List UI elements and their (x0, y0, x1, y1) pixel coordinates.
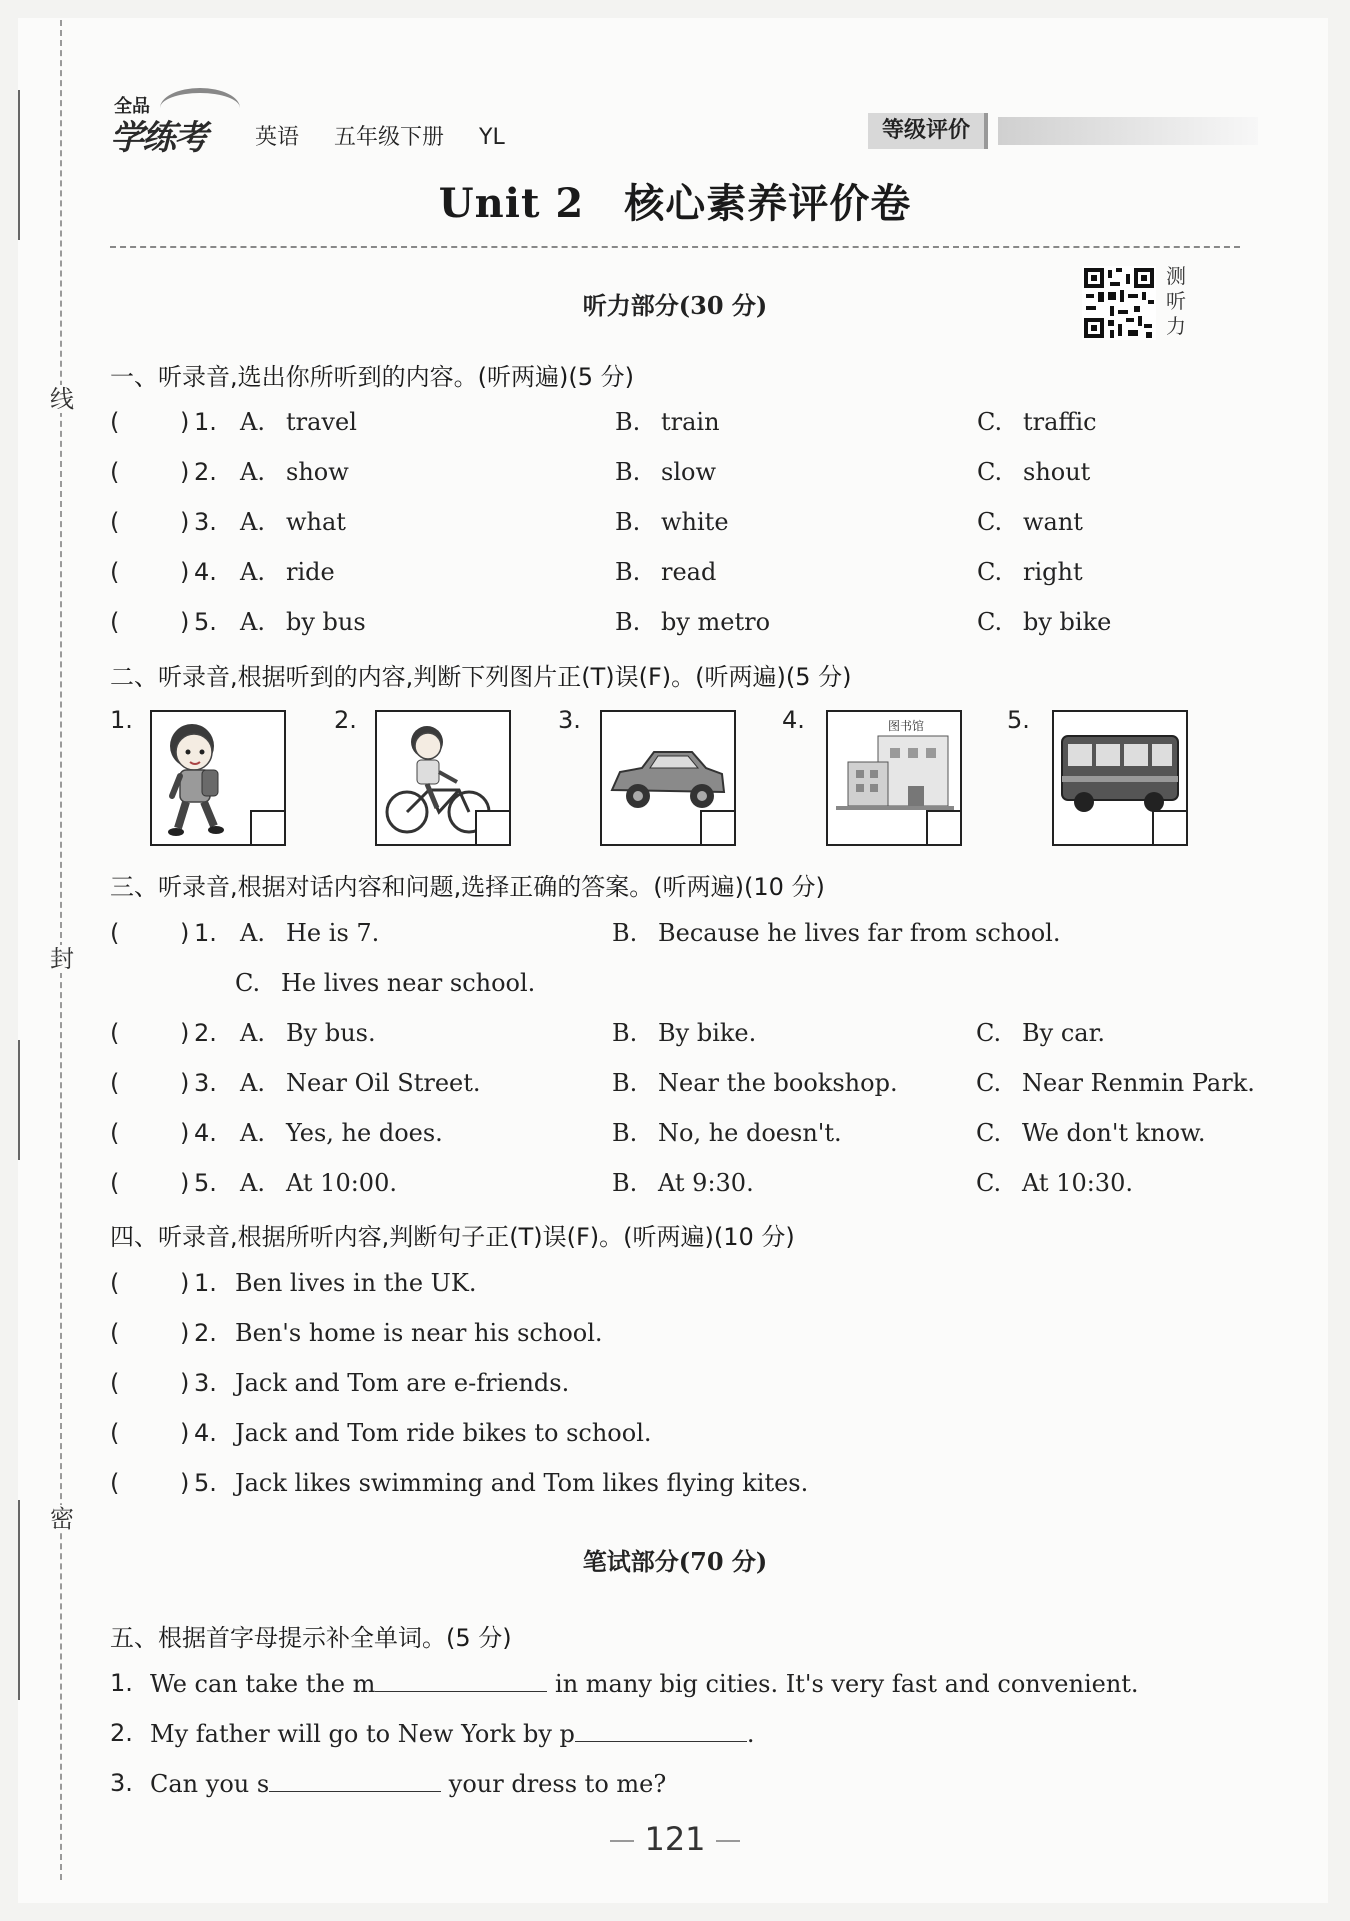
answer-paren-close: ) (180, 608, 190, 636)
option-b: B. By bike. (612, 1019, 757, 1047)
answer-paren-open[interactable]: ( (110, 508, 120, 536)
item-number: 3. (110, 1769, 133, 1797)
brand-logo (110, 88, 235, 158)
answer-paren-close: ) (180, 1269, 190, 1297)
picture-number: 3. (558, 706, 581, 734)
option-a: A. By bus. (240, 1019, 376, 1047)
option-c: C. traffic (977, 408, 1097, 436)
option-c: C. By car. (976, 1019, 1106, 1047)
answer-paren-open[interactable]: ( (110, 1069, 120, 1097)
option-b: B. by metro (615, 608, 771, 636)
statement-text: Jack and Tom are e-friends. (235, 1369, 570, 1397)
page-number (0, 1820, 1350, 1858)
evaluation-tab (868, 113, 1258, 151)
answer-paren-open[interactable]: ( (110, 1169, 120, 1197)
paper-name: 核心素养评价卷 (624, 180, 912, 227)
option-b: B. Near the bookshop. (612, 1069, 898, 1097)
option-c: C. want (977, 508, 1083, 536)
part3-item (110, 1066, 1255, 1100)
option-c: C. He lives near school. (235, 969, 536, 997)
part5-item (110, 1716, 1250, 1750)
item-number: 2. (194, 458, 217, 486)
item-number: 1. (110, 1669, 133, 1697)
library-sign: 图书馆 (888, 719, 925, 733)
answer-paren-close: ) (180, 408, 190, 436)
answer-paren-close: ) (180, 1469, 190, 1497)
picture-walking-boy (150, 710, 286, 846)
item-number: 3. (194, 1369, 217, 1397)
page-title (0, 172, 1350, 229)
side-label-line: 线 (50, 385, 74, 413)
answer-paren-close: ) (180, 558, 190, 586)
answer-paren-open[interactable]: ( (110, 408, 120, 436)
item-number: 1. (194, 408, 217, 436)
part1-item (110, 555, 1250, 589)
header-separator (110, 246, 1240, 248)
item-number: 2. (194, 1019, 217, 1047)
item-number: 5. (194, 1469, 217, 1497)
item-number: 3. (194, 508, 217, 536)
answer-box[interactable] (926, 810, 962, 846)
answer-paren-close: ) (180, 1019, 190, 1047)
option-b: B. read (615, 558, 717, 586)
listening-section-heading: 听力部分(30 分) (582, 291, 768, 320)
part1-item (110, 605, 1250, 639)
option-a: A. At 10:00. (240, 1169, 397, 1197)
answer-paren-close: ) (180, 1119, 190, 1147)
part2-heading: 二、听录音,根据听到的内容,判断下列图片正(T)误(F)。(听两遍)(5 分) (110, 663, 852, 691)
part4-item (110, 1366, 1250, 1400)
part4-heading: 四、听录音,根据所听内容,判断句子正(T)误(F)。(听两遍)(10 分) (110, 1223, 795, 1251)
answer-paren-close: ) (180, 1069, 190, 1097)
qr-caption-char: 听 (1166, 289, 1186, 313)
part3-item-continued (110, 966, 1250, 1000)
qr-caption (1166, 264, 1190, 339)
picture-number: 1. (110, 706, 133, 734)
option-a: A. Near Oil Street. (240, 1069, 481, 1097)
grade-label: 五年级下册 (334, 125, 445, 150)
answer-box[interactable] (250, 810, 286, 846)
item-number: 2. (194, 1319, 217, 1347)
picture-number: 4. (782, 706, 805, 734)
answer-box[interactable] (700, 810, 736, 846)
fill-blank[interactable] (575, 1716, 747, 1742)
qr-code-icon[interactable] (1082, 266, 1156, 340)
answer-paren-open[interactable]: ( (110, 558, 120, 586)
part4-item (110, 1316, 1250, 1350)
option-a: A. Yes, he does. (240, 1119, 443, 1147)
fill-sentence: We can take the m in many big cities. It's very fast and convenient. (150, 1666, 1139, 1701)
option-a: A. travel (240, 408, 357, 436)
answer-paren-open[interactable]: ( (110, 1419, 120, 1447)
part5-item (110, 1766, 1250, 1800)
part3-item (110, 916, 1250, 950)
part1-item (110, 505, 1250, 539)
option-c: C. shout (977, 458, 1091, 486)
item-number: 5. (194, 608, 217, 636)
option-b: B. train (615, 408, 720, 436)
book-meta (255, 120, 533, 151)
answer-paren-open[interactable]: ( (110, 458, 120, 486)
subject-label: 英语 (255, 125, 300, 150)
picture-boy-on-bike (375, 710, 511, 846)
answer-paren-close: ) (180, 1319, 190, 1347)
item-number: 1. (194, 919, 217, 947)
part1-item (110, 405, 1250, 439)
fill-sentence: My father will go to New York by p . (150, 1716, 755, 1751)
answer-paren-open[interactable]: ( (110, 1319, 120, 1347)
fill-blank[interactable] (269, 1766, 441, 1792)
statement-text: Ben lives in the UK. (235, 1269, 477, 1297)
answer-paren-close: ) (180, 1169, 190, 1197)
page-header (110, 88, 1240, 168)
tab-fade-bar (998, 117, 1258, 145)
part5-heading: 五、根据首字母提示补全单词。(5 分) (110, 1624, 512, 1652)
answer-paren-open[interactable]: ( (110, 1469, 120, 1497)
item-number: 5. (194, 1169, 217, 1197)
qr-caption-char: 测 (1166, 264, 1186, 288)
answer-paren-open[interactable]: ( (110, 608, 120, 636)
answer-paren-close: ) (180, 919, 190, 947)
statement-text: Jack likes swimming and Tom likes flying kites. (235, 1469, 809, 1497)
answer-paren-open[interactable]: ( (110, 1269, 120, 1297)
part1-heading: 一、听录音,选出你所听到的内容。(听两遍)(5 分) (110, 363, 634, 391)
side-label-seal: 封 (50, 945, 74, 973)
fill-sentence: Can you s your dress to me? (150, 1766, 666, 1801)
side-label-bind: 密 (50, 1505, 74, 1533)
item-number: 3. (194, 1069, 217, 1097)
option-b: B. At 9:30. (612, 1169, 754, 1197)
part5-item (110, 1666, 1250, 1700)
answer-paren-open[interactable]: ( (110, 1019, 120, 1047)
unit-label: Unit 2 (438, 180, 585, 227)
statement-text: Jack and Tom ride bikes to school. (235, 1419, 652, 1447)
item-number: 1. (194, 1269, 217, 1297)
option-c: C. We don't know. (976, 1119, 1206, 1147)
answer-paren-open[interactable]: ( (110, 1119, 120, 1147)
answer-paren-open[interactable]: ( (110, 1369, 120, 1397)
item-number: 2. (110, 1719, 133, 1747)
part3-item (110, 1116, 1250, 1150)
item-number: 4. (194, 558, 217, 586)
option-a: A. what (240, 508, 346, 536)
option-a: A. He is 7. (240, 919, 380, 947)
part3-item (110, 1016, 1250, 1050)
answer-paren-close: ) (180, 1369, 190, 1397)
statement-text: Ben's home is near his school. (235, 1319, 603, 1347)
written-section-heading: 笔试部分(70 分) (582, 1547, 768, 1576)
picture-library (826, 710, 962, 846)
part3-heading: 三、听录音,根据对话内容和问题,选择正确的答案。(听两遍)(10 分) (110, 873, 825, 901)
option-a: A. show (240, 458, 349, 486)
part1-item (110, 455, 1250, 489)
picture-number: 5. (1007, 706, 1030, 734)
picture-number: 2. (334, 706, 357, 734)
evaluation-badge: 等级评价 (868, 113, 988, 149)
answer-paren-close: ) (180, 1419, 190, 1447)
part4-item (110, 1416, 1250, 1450)
page-number-text: 121 (644, 1820, 706, 1858)
part3-item (110, 1166, 1250, 1200)
option-b: B. Because he lives far from school. (612, 919, 1061, 947)
picture-car (600, 710, 736, 846)
option-c: C. by bike (977, 608, 1112, 636)
option-a: A. by bus (240, 608, 366, 636)
fill-blank[interactable] (375, 1666, 547, 1692)
option-c: C. Near Renmin Park. (976, 1069, 1255, 1097)
option-b: B. No, he doesn't. (612, 1119, 842, 1147)
answer-paren-close: ) (180, 508, 190, 536)
page-edge-line (18, 1040, 20, 1160)
answer-box[interactable] (475, 810, 511, 846)
qr-code-graphic (1082, 266, 1156, 340)
item-number: 4. (194, 1119, 217, 1147)
part4-item (110, 1266, 1250, 1300)
option-b: B. white (615, 508, 729, 536)
option-c: C. right (977, 558, 1083, 586)
part4-item (110, 1466, 1250, 1500)
qr-caption-char: 力 (1166, 314, 1186, 338)
option-c: C. At 10:30. (976, 1169, 1133, 1197)
logo-top-text: 全品 (114, 96, 150, 117)
logo-main-text: 学练考 (110, 118, 206, 158)
picture-bus (1052, 710, 1188, 846)
item-number: 4. (194, 1419, 217, 1447)
option-a: A. ride (240, 558, 335, 586)
page-edge-line (18, 1500, 20, 1700)
answer-box[interactable] (1152, 810, 1188, 846)
option-b: B. slow (615, 458, 716, 486)
answer-paren-close: ) (180, 458, 190, 486)
answer-paren-open[interactable]: ( (110, 919, 120, 947)
edition-label: YL (479, 125, 505, 150)
